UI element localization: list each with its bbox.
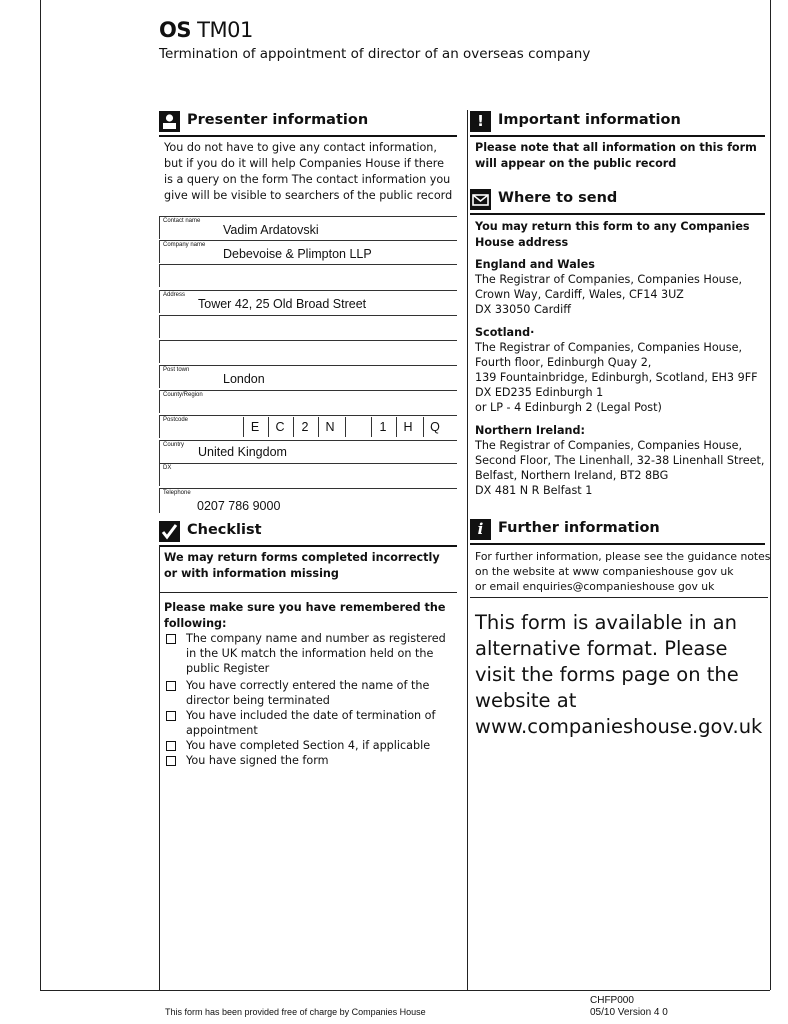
county-field[interactable] [159, 390, 457, 413]
checklist-item-1-text: The company name and number as registered in the UK match the information held on the public Register [186, 632, 446, 675]
checkbox-3[interactable] [166, 711, 176, 721]
further-section-header [470, 518, 765, 545]
england-line-3: DX 33050 Cardiff [475, 303, 571, 316]
checkmark-icon [159, 521, 180, 542]
checklist-section-header [159, 520, 457, 547]
further-heading: Further information [498, 520, 660, 536]
postcode-label: Postcode [163, 417, 189, 423]
telephone-label: Telephone [163, 490, 191, 496]
ni-heading: Northern Ireland: [475, 424, 585, 437]
page-left-border [40, 0, 41, 990]
country-label: Country [163, 442, 185, 448]
checkbox-4[interactable] [166, 741, 176, 751]
scotland-line-1: The Registrar of Companies, Companies House, [475, 341, 743, 354]
company-name-field[interactable] [159, 240, 457, 263]
checklist-item-5[interactable] [166, 753, 456, 768]
contact-name-field[interactable] [159, 216, 457, 239]
postcode-char-2[interactable]: C [268, 417, 291, 437]
postcode-char-1[interactable]: E [243, 417, 266, 437]
footer-note: This form has been provided free of charge by Companies House [165, 1007, 426, 1017]
scotland-line-5: or LP - 4 Edinburgh 2 (Legal Post) [475, 401, 662, 414]
where-intro: You may return this form to any Companies House address [475, 220, 750, 249]
form-code-number: TM01 [197, 18, 253, 42]
presenter-heading: Presenter information [187, 112, 369, 128]
important-heading: Important information [498, 112, 681, 128]
telephone-value: 0207 786 9000 [197, 499, 281, 513]
post-town-field[interactable] [159, 365, 457, 388]
checklist-warning: We may return forms completed incorrectly or with information missing [164, 551, 440, 580]
further-line-1: For further information, please see the guidance notes [475, 550, 771, 563]
checklist-item-3[interactable] [166, 708, 456, 738]
page-right-border [770, 0, 771, 990]
ni-line-4: DX 481 N R Belfast 1 [475, 484, 593, 497]
checklist-item-3-text: You have included the date of termination of appointment [186, 709, 436, 737]
dx-field[interactable] [159, 463, 457, 486]
company-name-label: Company name [163, 242, 206, 248]
postcode-char-5[interactable] [345, 417, 368, 437]
checklist-item-4-text: You have completed Section 4, if applicable [186, 739, 431, 752]
further-line-2: on the website at www companieshouse gov uk [475, 565, 734, 578]
form-code-prefix: OS [159, 18, 191, 42]
checkbox-2[interactable] [166, 681, 176, 691]
address-value: Tower 42, 25 Old Broad Street [198, 297, 367, 311]
presenter-section-header [159, 110, 457, 137]
footer-code: CHFP000 [590, 995, 634, 1006]
checkbox-1[interactable] [166, 634, 176, 644]
checklist-item-1[interactable] [166, 631, 456, 677]
contact-name-label: Contact name [163, 218, 201, 224]
post-town-label: Post town [163, 367, 190, 373]
address-field[interactable] [159, 290, 457, 313]
postcode-char-6[interactable]: 1 [371, 417, 394, 437]
scotland-line-4: DX ED235 Edinburgh 1 [475, 386, 604, 399]
checklist-item-4[interactable] [166, 738, 456, 753]
address-label: Address [163, 292, 186, 298]
checklist-item-5-text: You have signed the form [186, 754, 329, 767]
scotland-line-3: 139 Fountainbridge, Edinburgh, Scotland, EH3 9FF [475, 371, 758, 384]
envelope-icon [470, 189, 491, 210]
checklist-intro: Please make sure you have remembered the following: [164, 601, 446, 630]
postcode-char-3[interactable]: 2 [293, 417, 316, 437]
important-text: Please note that all information on this form will appear on the public record [475, 141, 757, 170]
checkbox-5[interactable] [166, 756, 176, 766]
ni-line-1: The Registrar of Companies, Companies House, [475, 439, 743, 452]
postcode-char-8[interactable]: Q [423, 417, 446, 437]
presenter-intro: You do not have to give any contact information, but if you do it will help Companies House if there is a query on the form The contact information you give will be visible to searchers of the public record [164, 141, 453, 202]
scotland-heading: Scotland· [475, 326, 535, 339]
england-line-1: The Registrar of Companies, Companies House, [475, 273, 743, 286]
post-town-value: London [223, 372, 265, 386]
info-icon: i [470, 519, 491, 540]
where-section-header [470, 188, 765, 215]
address-line3-field[interactable] [159, 340, 457, 363]
ni-line-2: Second Floor, The Linenhall, 32-38 Linenhall Street, [475, 454, 765, 467]
checklist-heading: Checklist [187, 522, 262, 538]
company-name-value: Debevoise & Plimpton LLP [223, 247, 372, 261]
dx-label: DX [163, 465, 172, 471]
where-heading: Where to send [498, 190, 618, 206]
address-line2-field[interactable] [159, 315, 457, 338]
contact-name-value: Vadim Ardatovski [223, 223, 319, 237]
person-icon [159, 111, 180, 132]
telephone-field[interactable] [159, 488, 457, 513]
postcode-char-4[interactable]: N [318, 417, 341, 437]
exclamation-icon: ! [470, 111, 491, 132]
england-heading: England and Wales [475, 258, 595, 271]
scotland-line-2: Fourth floor, Edinburgh Quay 2, [475, 356, 652, 369]
important-section-header [470, 110, 765, 137]
company-name-line2-field[interactable] [159, 264, 457, 287]
further-divider [470, 597, 768, 598]
checklist-item-2[interactable] [166, 678, 456, 708]
form-subtitle: Termination of appointment of director of an overseas company [159, 46, 591, 62]
checklist-left-border [159, 545, 160, 990]
country-value: United Kingdom [198, 445, 287, 459]
postcode-char-7[interactable]: H [396, 417, 419, 437]
alternative-format-notice: This form is available in an alternative format. Please visit the forms page on the website at www.companieshouse.gov.uk [475, 611, 763, 738]
country-field[interactable] [159, 440, 457, 463]
checklist-item-2-text: You have correctly entered the name of the director being terminated [186, 679, 430, 707]
form-code [159, 18, 253, 42]
footer-version: 05/10 Version 4 0 [590, 1007, 668, 1018]
further-line-3: or email enquiries@companieshouse gov uk [475, 580, 715, 593]
page-bottom-border [40, 990, 770, 991]
county-label: County/Region [163, 392, 203, 398]
checklist-divider [159, 592, 457, 593]
column-divider [467, 110, 468, 990]
england-line-2: Crown Way, Cardiff, Wales, CF14 3UZ [475, 288, 684, 301]
ni-line-3: Belfast, Northern Ireland, BT2 8BG [475, 469, 669, 482]
